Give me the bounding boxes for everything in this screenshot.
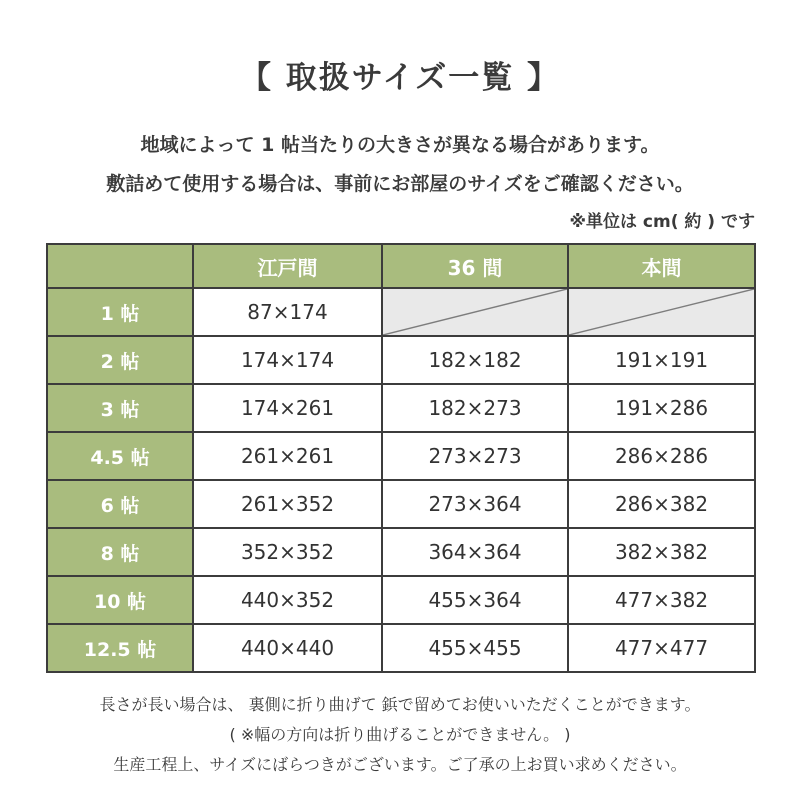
not-available-cell — [568, 288, 755, 336]
table-row-1jo — [47, 288, 755, 336]
corner-header-cell — [47, 244, 193, 288]
row-label: 10 帖 — [47, 576, 193, 624]
header-row — [47, 244, 755, 288]
size-cell: 261×261 — [193, 432, 382, 480]
row-label: 2 帖 — [47, 336, 193, 384]
table-row-10jo — [47, 576, 755, 624]
table-row-4-5jo — [47, 432, 755, 480]
size-cell: 182×273 — [382, 384, 568, 432]
row-label: 6 帖 — [47, 480, 193, 528]
size-cell: 174×261 — [193, 384, 382, 432]
size-cell: 382×382 — [568, 528, 755, 576]
row-label: 8 帖 — [47, 528, 193, 576]
diagonal-slash-icon — [569, 289, 754, 335]
size-cell: 191×286 — [568, 384, 755, 432]
column-header-36ma: 36 間 — [382, 244, 568, 288]
size-cell: 352×352 — [193, 528, 382, 576]
size-cell: 286×382 — [568, 480, 755, 528]
table-row-2jo — [47, 336, 755, 384]
size-cell: 364×364 — [382, 528, 568, 576]
column-header-honma: 本間 — [568, 244, 755, 288]
intro-line-2: 敷詰めて使用する場合は、事前にお部屋のサイズをご確認ください。 — [106, 173, 694, 195]
not-available-cell — [382, 288, 568, 336]
size-cell: 273×273 — [382, 432, 568, 480]
table-row-8jo — [47, 528, 755, 576]
intro-line-1: 地域によって 1 帖当たりの大きさが異なる場合があります。 — [140, 134, 660, 156]
size-cell: 273×364 — [382, 480, 568, 528]
table-row-6jo — [47, 480, 755, 528]
size-cell: 455×364 — [382, 576, 568, 624]
size-cell: 286×286 — [568, 432, 755, 480]
size-cell: 477×382 — [568, 576, 755, 624]
page-title: 【 取扱サイズ一覧 】 — [239, 60, 561, 96]
row-label: 1 帖 — [47, 288, 193, 336]
table-row-12-5jo — [47, 624, 755, 672]
row-label: 12.5 帖 — [47, 624, 193, 672]
size-cell: 174×174 — [193, 336, 382, 384]
unit-note: ※単位は cm( 約 ) です — [569, 212, 755, 232]
row-label: 3 帖 — [47, 384, 193, 432]
size-cell: 87×174 — [193, 288, 382, 336]
diagonal-slash-icon — [383, 289, 567, 335]
row-label: 4.5 帖 — [47, 432, 193, 480]
size-cell: 261×352 — [193, 480, 382, 528]
size-cell: 182×182 — [382, 336, 568, 384]
footer-line-1: 長さが長い場合は、 裏側に折り曲げて 鋲で留めてお使いいただくことができます。 — [99, 695, 701, 714]
footer-line-3: 生産工程上、サイズにばらつきがございます。ご了承の上お買い求めください。 — [113, 755, 687, 774]
column-header-edoma: 江戸間 — [193, 244, 382, 288]
size-cell: 440×352 — [193, 576, 382, 624]
footer-notes — [0, 690, 800, 780]
footer-line-2: ( ※幅の方向は折り曲げることができません。 ) — [229, 725, 571, 744]
size-cell: 455×455 — [382, 624, 568, 672]
size-cell: 191×191 — [568, 336, 755, 384]
table-row-3jo — [47, 384, 755, 432]
intro-text — [0, 126, 800, 204]
size-cell: 477×477 — [568, 624, 755, 672]
size-table — [46, 243, 756, 673]
size-cell: 440×440 — [193, 624, 382, 672]
